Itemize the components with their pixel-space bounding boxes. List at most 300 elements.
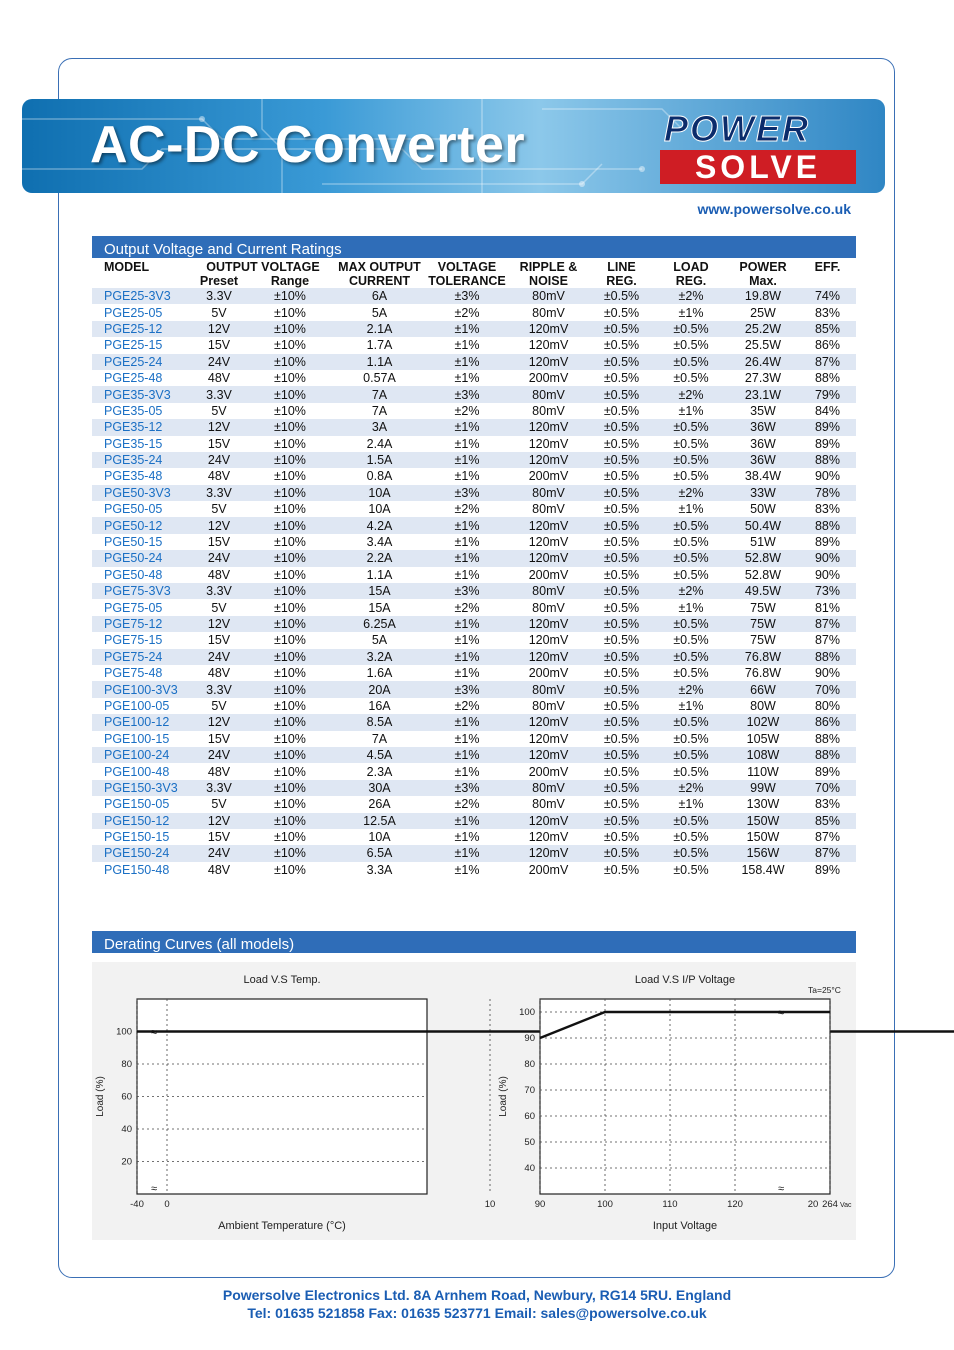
y-tick-label: 60 [121, 1091, 132, 1103]
cell-preset: 3.3V [192, 288, 246, 304]
cell-tolerance: ±3% [425, 485, 509, 501]
cell-model: PGE100-12 [92, 714, 192, 730]
cell-line-reg: ±0.5% [588, 304, 655, 320]
cell-power: 23.1W [727, 386, 799, 402]
cell-preset: 3.3V [192, 386, 246, 402]
cell-ripple: 80mV [509, 485, 588, 501]
cell-power: 150W [727, 813, 799, 829]
table-row [92, 616, 856, 632]
cell-tolerance: ±1% [425, 747, 509, 763]
table-row [92, 288, 856, 304]
cell-tolerance: ±3% [425, 386, 509, 402]
logo-power-text: POWER [664, 108, 811, 149]
cell-load-reg: ±0.5% [655, 321, 727, 337]
cell-current: 8.5A [334, 714, 425, 730]
cell-tolerance: ±1% [425, 321, 509, 337]
cell-range: ±10% [246, 288, 334, 304]
cell-range: ±10% [246, 534, 334, 550]
table-row [92, 829, 856, 845]
cell-tolerance: ±1% [425, 714, 509, 730]
curve-break-mark: ≈ [777, 1007, 785, 1019]
cell-ripple: 80mV [509, 403, 588, 419]
header-eff: EFF. [799, 260, 856, 274]
cell-ripple: 200mV [509, 468, 588, 484]
cell-eff: 70% [799, 681, 856, 697]
cell-model: PGE25-3V3 [92, 288, 192, 304]
cell-model: PGE100-15 [92, 731, 192, 747]
cell-preset: 48V [192, 862, 246, 878]
table-row [92, 436, 856, 452]
cell-power: 51W [727, 534, 799, 550]
cell-range: ±10% [246, 501, 334, 517]
cell-range: ±10% [246, 567, 334, 583]
x-tick-label: 264 [822, 1199, 838, 1210]
cell-tolerance: ±3% [425, 583, 509, 599]
axis-break-mark: ≈ [150, 1183, 158, 1195]
y-tick-label: 80 [524, 1059, 535, 1070]
cell-current: 2.1A [334, 321, 425, 337]
table-row [92, 337, 856, 353]
table-row [92, 386, 856, 402]
cell-model: PGE150-24 [92, 845, 192, 861]
cell-current: 2.3A [334, 763, 425, 779]
header-blank [92, 274, 192, 288]
cell-range: ±10% [246, 354, 334, 370]
cell-eff: 81% [799, 599, 856, 615]
cell-eff: 89% [799, 419, 856, 435]
cell-eff: 90% [799, 468, 856, 484]
cell-range: ±10% [246, 599, 334, 615]
cell-tolerance: ±3% [425, 780, 509, 796]
cell-line-reg: ±0.5% [588, 517, 655, 533]
cell-line-reg: ±0.5% [588, 862, 655, 878]
y-tick-label: 100 [116, 1026, 132, 1038]
table-row [92, 370, 856, 386]
chart-load-vs-voltage-svg [474, 962, 856, 1240]
cell-ripple: 120mV [509, 337, 588, 353]
cell-range: ±10% [246, 517, 334, 533]
cell-tolerance: ±1% [425, 550, 509, 566]
table-row [92, 681, 856, 697]
cell-preset: 5V [192, 599, 246, 615]
cell-model: PGE25-24 [92, 354, 192, 370]
cell-eff: 90% [799, 665, 856, 681]
cell-preset: 3.3V [192, 780, 246, 796]
cell-tolerance: ±1% [425, 370, 509, 386]
table-row [92, 698, 856, 714]
cell-line-reg: ±0.5% [588, 665, 655, 681]
cell-eff: 74% [799, 288, 856, 304]
cell-ripple: 200mV [509, 862, 588, 878]
cell-load-reg: ±2% [655, 583, 727, 599]
cell-model: PGE50-48 [92, 567, 192, 583]
cell-preset: 15V [192, 436, 246, 452]
cell-power: 52.8W [727, 550, 799, 566]
cell-line-reg: ±0.5% [588, 419, 655, 435]
cell-ripple: 80mV [509, 288, 588, 304]
cell-current: 0.8A [334, 468, 425, 484]
cell-model: PGE35-15 [92, 436, 192, 452]
cell-power: 33W [727, 485, 799, 501]
cell-load-reg: ±1% [655, 599, 727, 615]
cell-line-reg: ±0.5% [588, 452, 655, 468]
cell-model: PGE100-05 [92, 698, 192, 714]
cell-model: PGE150-12 [92, 813, 192, 829]
cell-eff: 83% [799, 501, 856, 517]
table-row [92, 321, 856, 337]
cell-ripple: 80mV [509, 304, 588, 320]
cell-model: PGE50-15 [92, 534, 192, 550]
derating-charts-panel [92, 962, 856, 1240]
cell-load-reg: ±0.5% [655, 813, 727, 829]
cell-tolerance: ±1% [425, 354, 509, 370]
cell-line-reg: ±0.5% [588, 534, 655, 550]
cell-line-reg: ±0.5% [588, 632, 655, 648]
x-tick-label: 90 [534, 1199, 546, 1210]
cell-eff: 89% [799, 534, 856, 550]
table-row [92, 354, 856, 370]
cell-load-reg: ±1% [655, 304, 727, 320]
cell-load-reg: ±0.5% [655, 370, 727, 386]
cell-range: ±10% [246, 419, 334, 435]
cell-eff: 88% [799, 517, 856, 533]
cell-ripple: 80mV [509, 501, 588, 517]
cell-load-reg: ±0.5% [655, 436, 727, 452]
cell-preset: 48V [192, 763, 246, 779]
cell-ripple: 80mV [509, 386, 588, 402]
y-tick-label: 70 [524, 1085, 535, 1096]
cell-current: 3A [334, 419, 425, 435]
cell-range: ±10% [246, 845, 334, 861]
header-voltage: VOLTAGE [425, 260, 509, 274]
cell-eff: 88% [799, 747, 856, 763]
cell-eff: 87% [799, 354, 856, 370]
cell-power: 156W [727, 845, 799, 861]
website-link[interactable]: www.powersolve.co.uk [697, 201, 851, 217]
cell-line-reg: ±0.5% [588, 337, 655, 353]
cell-current: 2.2A [334, 550, 425, 566]
cell-tolerance: ±1% [425, 452, 509, 468]
cell-range: ±10% [246, 747, 334, 763]
cell-preset: 5V [192, 796, 246, 812]
cell-line-reg: ±0.5% [588, 468, 655, 484]
cell-preset: 15V [192, 337, 246, 353]
table-row [92, 567, 856, 583]
cell-model: PGE100-48 [92, 763, 192, 779]
cell-ripple: 120mV [509, 632, 588, 648]
cell-current: 1.5A [334, 452, 425, 468]
cell-preset: 24V [192, 747, 246, 763]
cell-range: ±10% [246, 583, 334, 599]
cell-line-reg: ±0.5% [588, 747, 655, 763]
y-tick-label: 40 [524, 1163, 535, 1174]
y-tick-label: 60 [524, 1111, 535, 1122]
header-load-reg: REG. [655, 274, 727, 288]
chart-title: Load V.S I/P Voltage [634, 974, 736, 986]
cell-power: 105W [727, 731, 799, 747]
cell-range: ±10% [246, 731, 334, 747]
cell-eff: 78% [799, 485, 856, 501]
cell-eff: 87% [799, 616, 856, 632]
cell-ripple: 80mV [509, 599, 588, 615]
cell-eff: 87% [799, 829, 856, 845]
y-tick-label: 50 [524, 1137, 535, 1148]
header-max-output: MAX OUTPUT [334, 260, 425, 274]
cell-range: ±10% [246, 813, 334, 829]
cell-line-reg: ±0.5% [588, 321, 655, 337]
cell-power: 158.4W [727, 862, 799, 878]
cell-model: PGE35-48 [92, 468, 192, 484]
cell-line-reg: ±0.5% [588, 550, 655, 566]
cell-model: PGE25-12 [92, 321, 192, 337]
header-output-voltage: OUTPUT VOLTAGE [192, 260, 334, 274]
cell-line-reg: ±0.5% [588, 681, 655, 697]
cell-tolerance: ±1% [425, 813, 509, 829]
plot-area [540, 999, 830, 1194]
cell-line-reg: ±0.5% [588, 763, 655, 779]
cell-line-reg: ±0.5% [588, 829, 655, 845]
cell-current: 1.7A [334, 337, 425, 353]
cell-current: 7A [334, 403, 425, 419]
cell-tolerance: ±1% [425, 862, 509, 878]
cell-ripple: 120mV [509, 534, 588, 550]
table-row [92, 862, 856, 878]
cell-range: ±10% [246, 370, 334, 386]
y-tick-label: 100 [519, 1007, 535, 1018]
cell-model: PGE75-3V3 [92, 583, 192, 599]
cell-load-reg: ±0.5% [655, 829, 727, 845]
cell-range: ±10% [246, 304, 334, 320]
cell-ripple: 120mV [509, 845, 588, 861]
cell-power: 25.5W [727, 337, 799, 353]
cell-eff: 84% [799, 403, 856, 419]
cell-current: 15A [334, 599, 425, 615]
cell-line-reg: ±0.5% [588, 501, 655, 517]
cell-power: 75W [727, 599, 799, 615]
cell-power: 99W [727, 780, 799, 796]
cell-model: PGE25-05 [92, 304, 192, 320]
cell-range: ±10% [246, 829, 334, 845]
cell-preset: 24V [192, 845, 246, 861]
cell-line-reg: ±0.5% [588, 567, 655, 583]
cell-load-reg: ±0.5% [655, 550, 727, 566]
cell-tolerance: ±1% [425, 763, 509, 779]
cell-preset: 5V [192, 304, 246, 320]
cell-tolerance: ±1% [425, 517, 509, 533]
cell-current: 30A [334, 780, 425, 796]
cell-power: 27.3W [727, 370, 799, 386]
x-tick-label: -40 [130, 1199, 144, 1210]
cell-tolerance: ±1% [425, 616, 509, 632]
cell-model: PGE75-48 [92, 665, 192, 681]
cell-eff: 86% [799, 337, 856, 353]
footer-contact: Tel: 01635 521858 Fax: 01635 523771 Email: sales@powersolve.co.uk [247, 1305, 707, 1321]
cell-tolerance: ±2% [425, 501, 509, 517]
cell-eff: 88% [799, 452, 856, 468]
cell-range: ±10% [246, 616, 334, 632]
cell-ripple: 80mV [509, 583, 588, 599]
cell-load-reg: ±0.5% [655, 731, 727, 747]
cell-preset: 24V [192, 550, 246, 566]
x-axis-label: Input Voltage [652, 1220, 718, 1232]
x-tick-label: 120 [727, 1199, 743, 1210]
ratings-table-body [92, 288, 856, 878]
cell-tolerance: ±3% [425, 681, 509, 697]
cell-range: ±10% [246, 337, 334, 353]
cell-eff: 70% [799, 780, 856, 796]
header-blank-2 [799, 274, 856, 288]
cell-preset: 15V [192, 632, 246, 648]
cell-preset: 3.3V [192, 681, 246, 697]
cell-range: ±10% [246, 321, 334, 337]
cell-tolerance: ±1% [425, 419, 509, 435]
cell-range: ±10% [246, 485, 334, 501]
cell-ripple: 120mV [509, 616, 588, 632]
x-tick-label: 100 [597, 1199, 613, 1210]
cell-model: PGE150-48 [92, 862, 192, 878]
cell-preset: 12V [192, 714, 246, 730]
cell-power: 50W [727, 501, 799, 517]
axis-break-mark: ≈ [777, 1183, 785, 1195]
cell-eff: 88% [799, 731, 856, 747]
cell-preset: 3.3V [192, 485, 246, 501]
y-axis-label: Load (%) [498, 1076, 509, 1117]
cell-power: 52.8W [727, 567, 799, 583]
header-model: MODEL [92, 260, 192, 274]
cell-current: 3.2A [334, 649, 425, 665]
cell-tolerance: ±1% [425, 337, 509, 353]
cell-eff: 85% [799, 813, 856, 829]
ratings-section-header: Output Voltage and Current Ratings [92, 236, 856, 258]
cell-eff: 89% [799, 862, 856, 878]
header-ripple: RIPPLE & [509, 260, 588, 274]
x-tick-label: 0 [164, 1199, 170, 1210]
cell-load-reg: ±0.5% [655, 452, 727, 468]
cell-power: 25W [727, 304, 799, 320]
cell-eff: 73% [799, 583, 856, 599]
cell-range: ±10% [246, 649, 334, 665]
header-power: POWER [727, 260, 799, 274]
cell-preset: 12V [192, 419, 246, 435]
cell-line-reg: ±0.5% [588, 780, 655, 796]
table-row [92, 468, 856, 484]
cell-eff: 83% [799, 304, 856, 320]
cell-load-reg: ±1% [655, 698, 727, 714]
cell-line-reg: ±0.5% [588, 845, 655, 861]
cell-model: PGE50-12 [92, 517, 192, 533]
cell-load-reg: ±1% [655, 796, 727, 812]
cell-current: 7A [334, 386, 425, 402]
cell-preset: 48V [192, 370, 246, 386]
cell-current: 3.4A [334, 534, 425, 550]
header-load: LOAD [655, 260, 727, 274]
cell-load-reg: ±0.5% [655, 354, 727, 370]
cell-power: 36W [727, 419, 799, 435]
cell-line-reg: ±0.5% [588, 813, 655, 829]
cell-line-reg: ±0.5% [588, 403, 655, 419]
cell-range: ±10% [246, 386, 334, 402]
cell-model: PGE150-3V3 [92, 780, 192, 796]
cell-tolerance: ±2% [425, 403, 509, 419]
cell-power: 150W [727, 829, 799, 845]
header-power-max: Max. [727, 274, 799, 288]
cell-range: ±10% [246, 763, 334, 779]
cell-line-reg: ±0.5% [588, 714, 655, 730]
cell-ripple: 120mV [509, 436, 588, 452]
table-row [92, 780, 856, 796]
cell-tolerance: ±1% [425, 534, 509, 550]
cell-ripple: 120mV [509, 714, 588, 730]
table-row [92, 501, 856, 517]
chart-load-vs-voltage [474, 962, 856, 1240]
cell-current: 10A [334, 501, 425, 517]
cell-line-reg: ±0.5% [588, 731, 655, 747]
cell-load-reg: ±0.5% [655, 862, 727, 878]
cell-load-reg: ±0.5% [655, 616, 727, 632]
cell-range: ±10% [246, 468, 334, 484]
cell-load-reg: ±0.5% [655, 517, 727, 533]
y-tick-label: 80 [121, 1059, 132, 1070]
x-tick-unit: Vac [840, 1202, 852, 1209]
table-row [92, 731, 856, 747]
cell-eff: 88% [799, 649, 856, 665]
cell-tolerance: ±1% [425, 436, 509, 452]
cell-model: PGE75-24 [92, 649, 192, 665]
cell-preset: 24V [192, 452, 246, 468]
cell-tolerance: ±1% [425, 731, 509, 747]
cell-range: ±10% [246, 452, 334, 468]
cell-line-reg: ±0.5% [588, 485, 655, 501]
cell-load-reg: ±1% [655, 501, 727, 517]
cell-model: PGE50-05 [92, 501, 192, 517]
cell-eff: 90% [799, 550, 856, 566]
header-current: CURRENT [334, 274, 425, 288]
cell-ripple: 120mV [509, 731, 588, 747]
table-row [92, 403, 856, 419]
cell-ripple: 120mV [509, 649, 588, 665]
cell-range: ±10% [246, 780, 334, 796]
cell-line-reg: ±0.5% [588, 354, 655, 370]
cell-power: 102W [727, 714, 799, 730]
table-row [92, 550, 856, 566]
cell-ripple: 200mV [509, 665, 588, 681]
header-line: LINE [588, 260, 655, 274]
cell-preset: 48V [192, 468, 246, 484]
cell-power: 38.4W [727, 468, 799, 484]
cell-range: ±10% [246, 632, 334, 648]
cell-preset: 5V [192, 403, 246, 419]
table-row [92, 747, 856, 763]
cell-current: 15A [334, 583, 425, 599]
cell-line-reg: ±0.5% [588, 436, 655, 452]
cell-load-reg: ±0.5% [655, 649, 727, 665]
cell-line-reg: ±0.5% [588, 616, 655, 632]
y-tick-label: 90 [524, 1033, 535, 1044]
cell-model: PGE35-24 [92, 452, 192, 468]
cell-range: ±10% [246, 436, 334, 452]
cell-tolerance: ±1% [425, 649, 509, 665]
cell-eff: 88% [799, 370, 856, 386]
cell-preset: 12V [192, 517, 246, 533]
cell-ripple: 120mV [509, 321, 588, 337]
cell-ripple: 120mV [509, 354, 588, 370]
footer-address: Powersolve Electronics Ltd. 8A Arnhem Road, Newbury, RG14 5RU. England [222, 1287, 732, 1303]
cell-model: PGE75-05 [92, 599, 192, 615]
cell-load-reg: ±0.5% [655, 468, 727, 484]
cell-power: 25.2W [727, 321, 799, 337]
cell-ripple: 120mV [509, 747, 588, 763]
cell-tolerance: ±2% [425, 599, 509, 615]
